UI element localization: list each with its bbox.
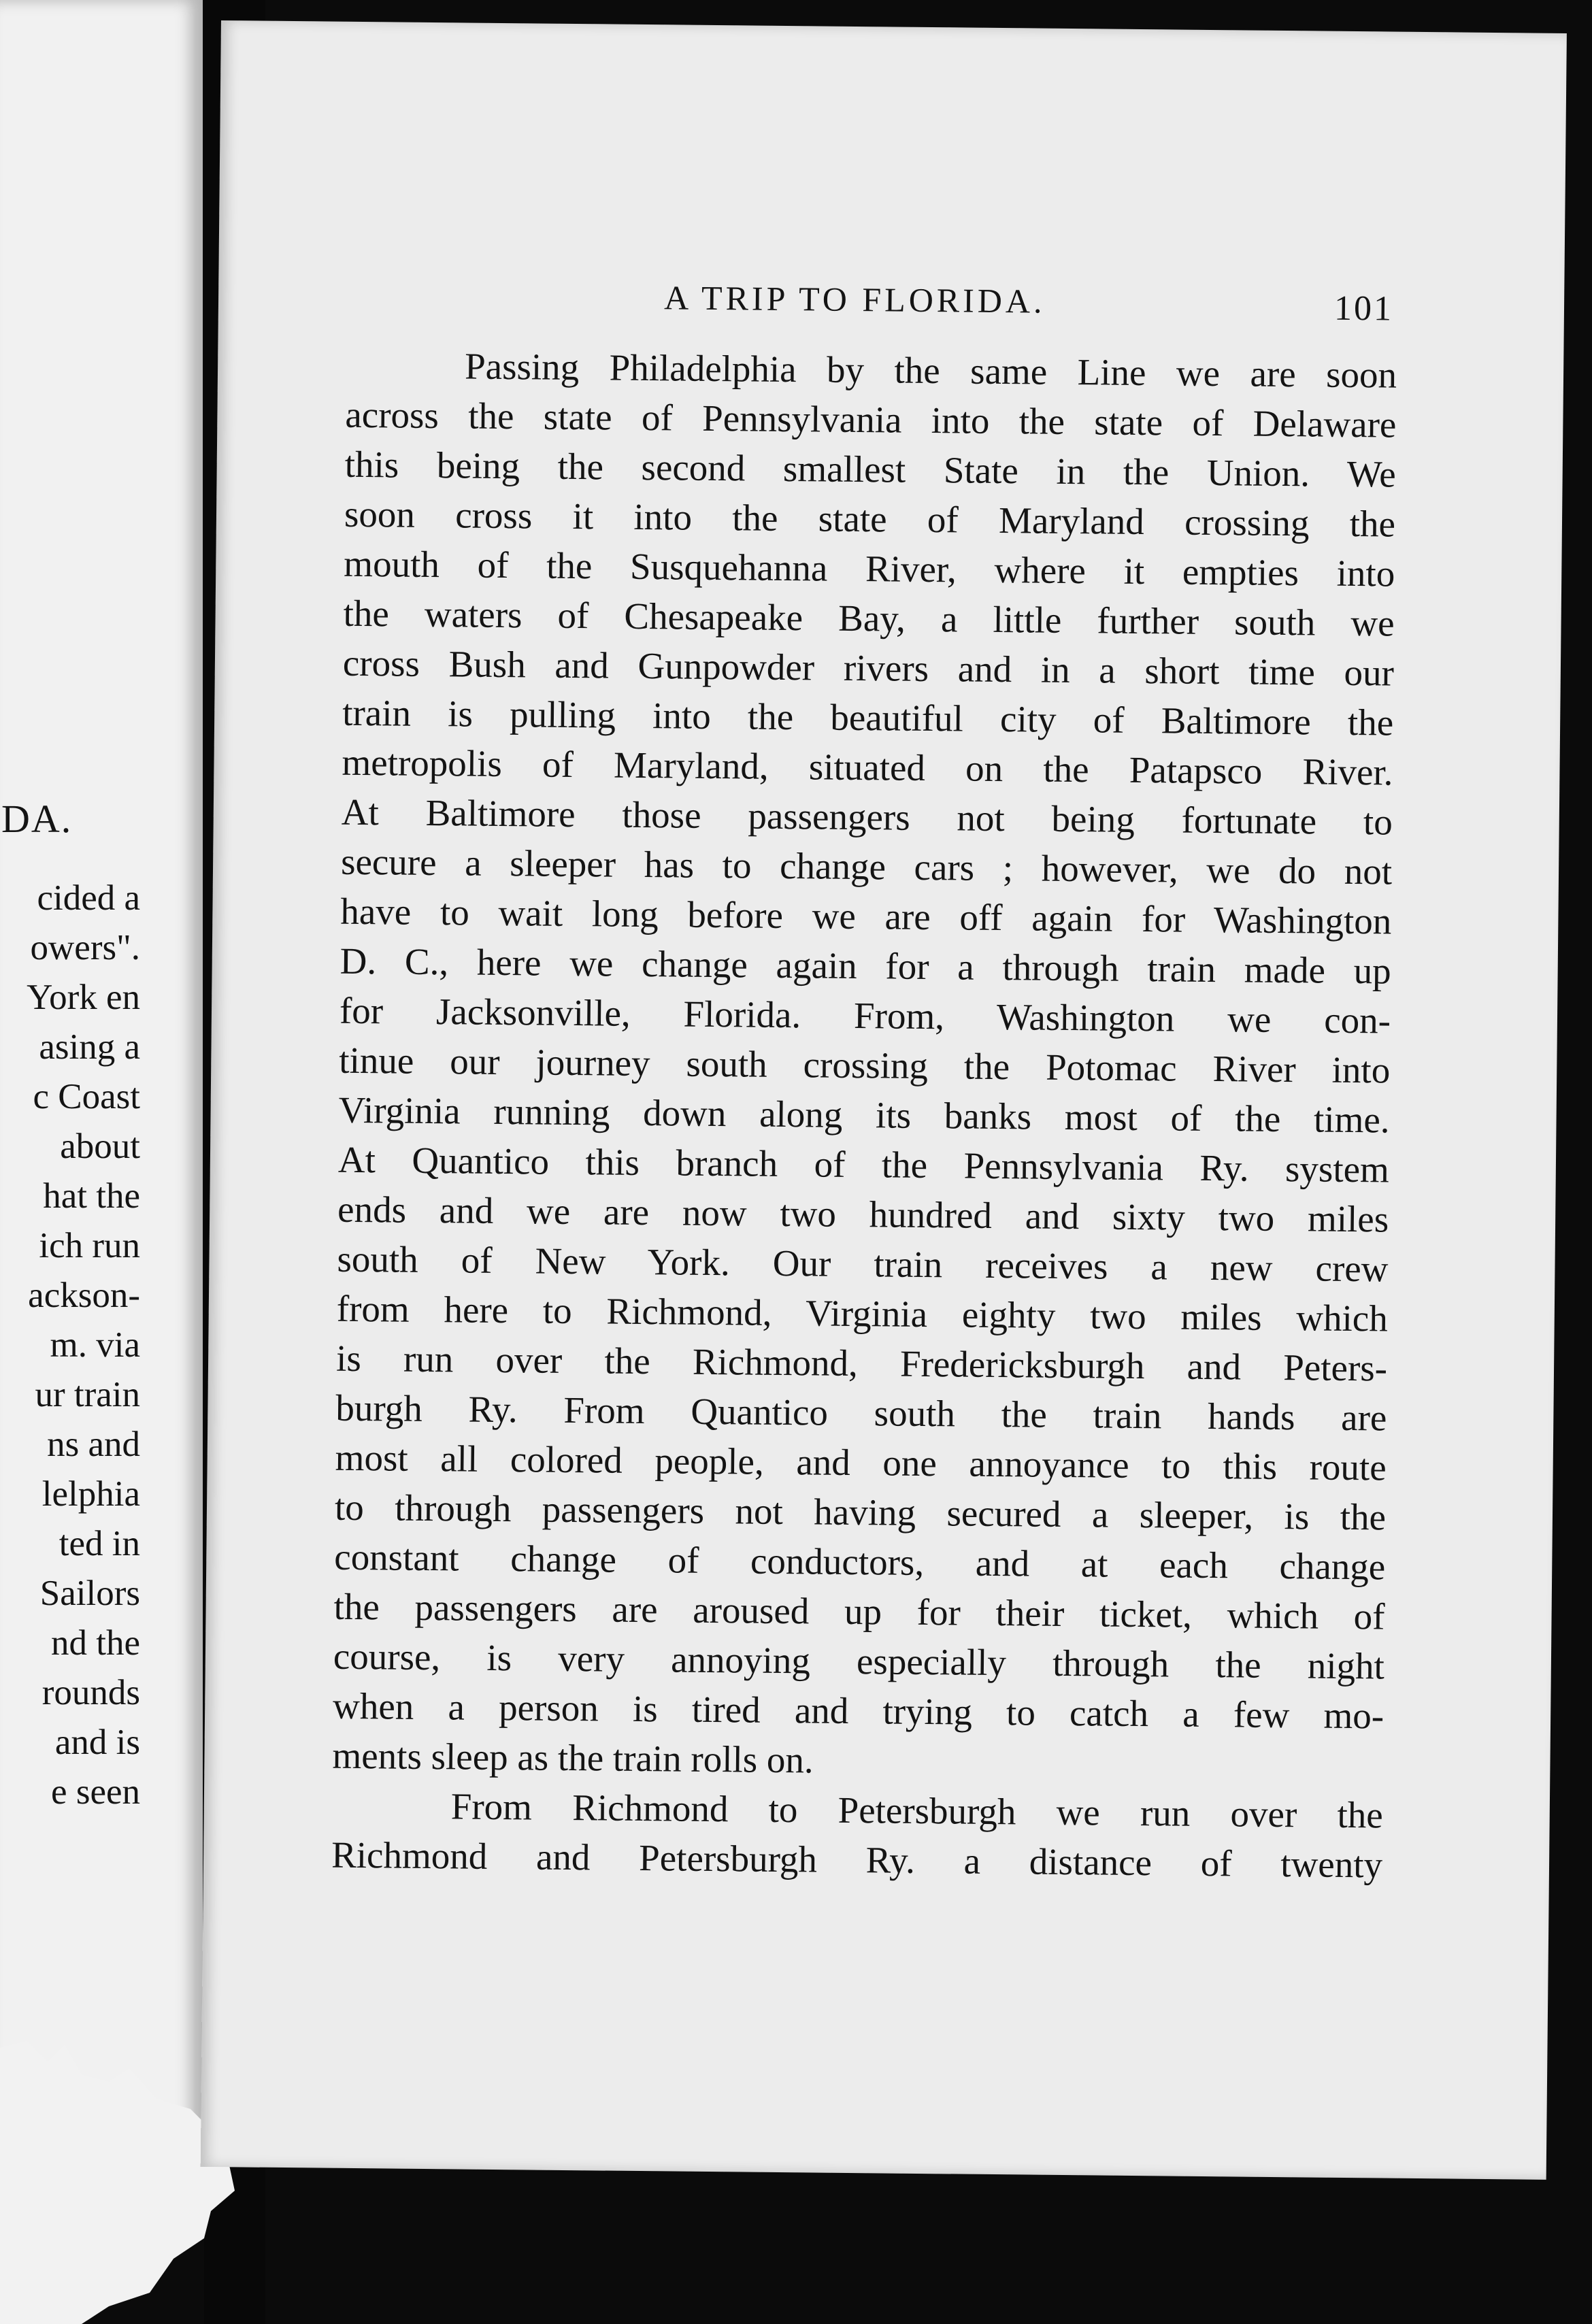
page-number: 101 — [1333, 288, 1394, 329]
text-line: D. C., here we change again for a through train made up — [339, 940, 1391, 992]
right-page — [201, 20, 1567, 2180]
left-line: ich run — [39, 1226, 140, 1265]
text-line: soon cross it into the state of Maryland crossing the — [344, 493, 1396, 545]
text-line: to through passengers not having secured a sleeper, is the — [334, 1486, 1387, 1538]
left-line: and is — [54, 1723, 140, 1762]
left-line: ur train — [35, 1375, 140, 1414]
text-line: At Baltimore those passengers not being fortunate to — [341, 791, 1393, 843]
text-line: across the state of Pennsylvania into the state of Delaware — [345, 393, 1397, 446]
text-line: the passengers are aroused up for their ticket, which of — [333, 1585, 1385, 1638]
left-line: nd the — [51, 1623, 140, 1663]
text-line: Richmond and Petersburgh Ry. a distance of twenty — [331, 1833, 1383, 1886]
left-line: lelphia — [42, 1474, 140, 1514]
text-line: when a person is tired and trying to catch a few mo- — [332, 1684, 1384, 1737]
text-line: At Quantico this branch of the Pennsylvania Ry. system — [337, 1138, 1390, 1191]
left-line: cided a — [37, 878, 140, 918]
text-line: ends and we are now two hundred and sixty two miles — [337, 1188, 1389, 1240]
text-line: burgh Ry. From Quantico south the train hands are — [335, 1387, 1387, 1439]
text-line: for Jacksonville, Florida. From, Washington we con- — [339, 989, 1391, 1042]
left-line: ackson- — [28, 1276, 140, 1315]
text-line: cross Bush and Gunpowder rivers and in a short time our — [342, 642, 1395, 694]
text-line: the waters of Chesapeake Bay, a little further south we — [343, 592, 1395, 644]
text-line: ments sleep as the train rolls on. — [332, 1734, 814, 1781]
text-line: from here to Richmond, Virginia eighty two miles which — [336, 1287, 1389, 1340]
text-line: this being the second smallest State in the Union. We — [344, 443, 1396, 495]
text-line: is run over the Richmond, Fredericksburgh and Peters- — [335, 1337, 1388, 1389]
left-line: asing a — [39, 1027, 140, 1067]
text-line: have to wait long before we are off again for Washington — [340, 890, 1392, 942]
left-line: rounds — [42, 1673, 140, 1712]
text-line: train is pulling into the beautiful city of Baltimore the — [342, 691, 1394, 744]
text-line: constant change of conductors, and at each change — [334, 1536, 1386, 1588]
left-page — [0, 0, 203, 2129]
left-line: owers". — [30, 928, 140, 967]
text-line: tinue our journey south crossing the Potomac River into — [339, 1039, 1391, 1091]
text-line: Virginia running down along its banks most of the time. — [338, 1089, 1390, 1141]
text-line: course, is very annoying especially through the night — [333, 1635, 1385, 1687]
text-line: mouth of the Susquehanna River, where it empties into — [344, 542, 1395, 595]
text-line: Passing Philadelphia by the same Line we are soon — [464, 345, 1397, 396]
left-line: Sailors — [39, 1574, 140, 1613]
text-line: secure a sleeper has to change cars ; however, we do not — [340, 840, 1393, 893]
running-head: A TRIP TO FLORIDA. — [663, 278, 1046, 320]
text-line: From Richmond to Petersburgh we run over the — [450, 1785, 1384, 1836]
left-line: ns and — [47, 1425, 140, 1464]
body-text — [331, 342, 1397, 1886]
left-page-heading-fragment: DA. — [1, 797, 73, 841]
left-line: hat the — [43, 1176, 140, 1216]
left-line: York en — [27, 978, 140, 1017]
left-line: c Coast — [33, 1077, 140, 1116]
left-line: e seen — [51, 1772, 140, 1812]
text-line: south of New York. Our train receives a new crew — [337, 1238, 1389, 1290]
left-line: ted in — [59, 1524, 140, 1563]
text-line: metropolis of Maryland, situated on the Patapsco River. — [342, 741, 1393, 793]
left-line: about — [60, 1127, 140, 1166]
left-line: m. via — [50, 1325, 140, 1365]
text-line: most all colored people, and one annoyance to this route — [335, 1436, 1387, 1489]
